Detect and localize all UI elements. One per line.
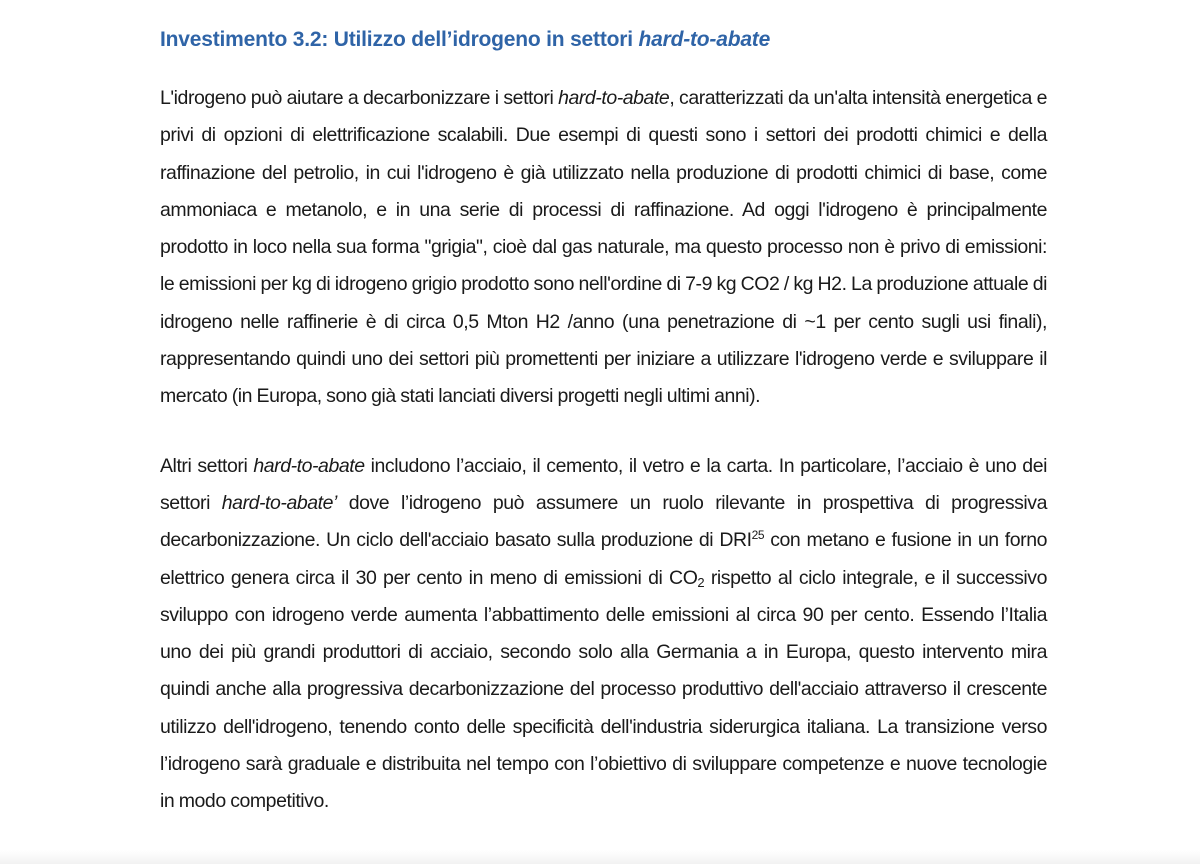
document-page: [160, 22, 1047, 821]
paragraph-text: , caratterizzati da un'alta intensità energetica e privi di opzioni di elettrificazione scalabili. Due esempi di questi sono i settori dei prodotti chimici e della raffinazione del petrolio, in cui l'idrogeno è già utilizzato nella produzione di prodotti chimici di base, come ammoniaca e metanolo, e in una serie di processi di raffinazione. Ad oggi l'idrogeno è principalmente prodotto in loco nella sua forma "grigia", cioè dal gas naturale, ma questo processo non è privo di emissioni: le emissioni per kg di idrogeno grigio prodotto sono nell'ordine di 7-9 kg CO2 / kg H2. La produzione attuale di idrogeno nelle raffinerie è di circa 0,5 Mton H2 /anno (una penetrazione di ~1 per cento sugli usi finali), rappresentando quindi uno dei settori più promettenti per iniziare a utilizzare l'idrogeno verde e sviluppare il mercato (in Europa, sono già stati lanciati diversi progetti negli ultimi anni).: [160, 87, 1047, 408]
heading-italic-term: hard-to-abate: [638, 28, 771, 51]
italic-term: hard-to-abate’: [221, 491, 337, 514]
paragraph-text: includono l’acciaio, il cemento, il vetro e la carta. In particolare, l’acciaio è uno dei settori: [160, 454, 1047, 514]
paragraph-hydrogen-hard-to-abate: [160, 80, 1047, 416]
subscript-2: 2: [697, 574, 705, 590]
italic-term: hard-to-abate: [253, 454, 365, 477]
paragraph-text: con metano e fusione in un forno elettrico genera circa il 30 per cento in meno di emissioni di CO: [160, 529, 1047, 589]
paragraph-text: dove l’idrogeno può assumere un ruolo rilevante in prospettiva di progressiva decarbonizzazione. Un ciclo dell'acciaio basato sulla produzione di DRI: [160, 491, 1047, 552]
heading-text: Investimento 3.2: Utilizzo dell’idrogeno in settori: [160, 28, 639, 51]
italic-term: hard-to-abate: [558, 87, 670, 109]
paragraph-text: Altri settori: [160, 454, 254, 477]
section-heading: [160, 22, 1047, 58]
page-bottom-edge: [0, 850, 1200, 864]
paragraph-text: L'idrogeno può aiutare a decarbonizzare i settori: [160, 87, 559, 109]
footnote-reference[interactable]: 25: [751, 528, 765, 543]
paragraph-steel-sector: [160, 448, 1047, 821]
paragraph-text: rispetto al ciclo integrale, e il successivo sviluppo con idrogeno verde aumenta l’abbattimento delle emissioni al circa 90 per cento. Essendo l’Italia uno dei più grandi produttori di acciaio, secondo solo alla Germania a in Europa, questo intervento mira quindi anche alla progressiva decarbonizzazione del processo produttivo dell'acciaio attraverso il crescente utilizzo dell'idrogeno, tenendo conto delle specificità dell'industria siderurgica italiana. La transizione verso l’idrogeno sarà graduale e distribuita nel tempo con l’obiettivo di sviluppare competenze e nuove tecnologie in modo competitivo.: [160, 566, 1047, 813]
